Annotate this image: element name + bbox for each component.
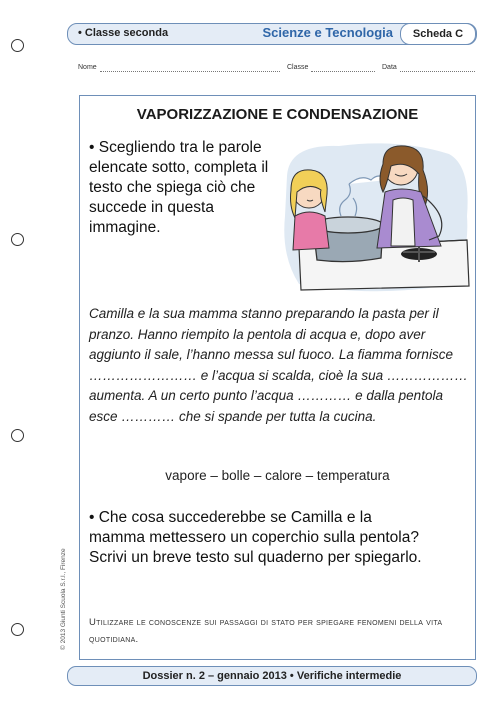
copyright-notice: © 2013 Giunti Scuola S.r.l., Firenze: [60, 548, 67, 650]
word-list: vapore – bolle – calore – temperatura: [165, 468, 390, 483]
binder-hole-1: [11, 39, 24, 52]
class-field-label: Classe: [287, 64, 309, 71]
footer-bar: Dossier n. 2 – gennaio 2013 • Verifiche intermedie: [67, 666, 477, 686]
date-field[interactable]: [400, 71, 475, 72]
question-1: • Scegliendo tra le parole elencate sotto, completa il testo che spiega ciò che succede in questa immagine.: [89, 139, 269, 236]
class-label: • Classe seconda: [78, 27, 169, 39]
name-field[interactable]: [100, 71, 280, 72]
subject-title: Scienze e Tecnologia: [262, 25, 393, 40]
worksheet-title: VAPORIZZAZIONE E CONDENSAZIONE: [136, 106, 419, 123]
binder-hole-2: [11, 233, 24, 246]
date-label: Data: [382, 64, 397, 71]
objective-text: Utilizzare le conoscenze sui passaggi di stato per spiegare fenomeni della vita quotidiana.: [89, 617, 443, 645]
learning-objective: [89, 614, 469, 648]
worksheet-box: [79, 95, 476, 660]
cooking-illustration: [279, 136, 472, 294]
name-label: Nome: [78, 64, 97, 71]
class-field[interactable]: [311, 71, 375, 72]
question-2: • Che cosa succederebbe se Camilla e la mamma mettessero un coperchio sulla pentola? Scrivi un breve testo sul quaderno per spiegarlo.: [89, 509, 422, 566]
binder-hole-4: [11, 623, 24, 636]
story-text: Camilla e la sua mamma stanno preparando la pasta per il pranzo. Hanno riempito la pentola di acqua e, dopo aver aggiunto il sale, l’hanno messa sul fuoco. La fiamma fornisce …………………… e l’acqua si scalda, cioè la sua ……………… aumenta. A un certo punto l’acqua ………… e dalla pentola esce ………… che si spande per tutta la cucina.: [89, 306, 468, 424]
binder-hole-3: [11, 429, 24, 442]
scheda-label: Scheda C: [400, 23, 476, 45]
header-bar: [67, 23, 477, 45]
